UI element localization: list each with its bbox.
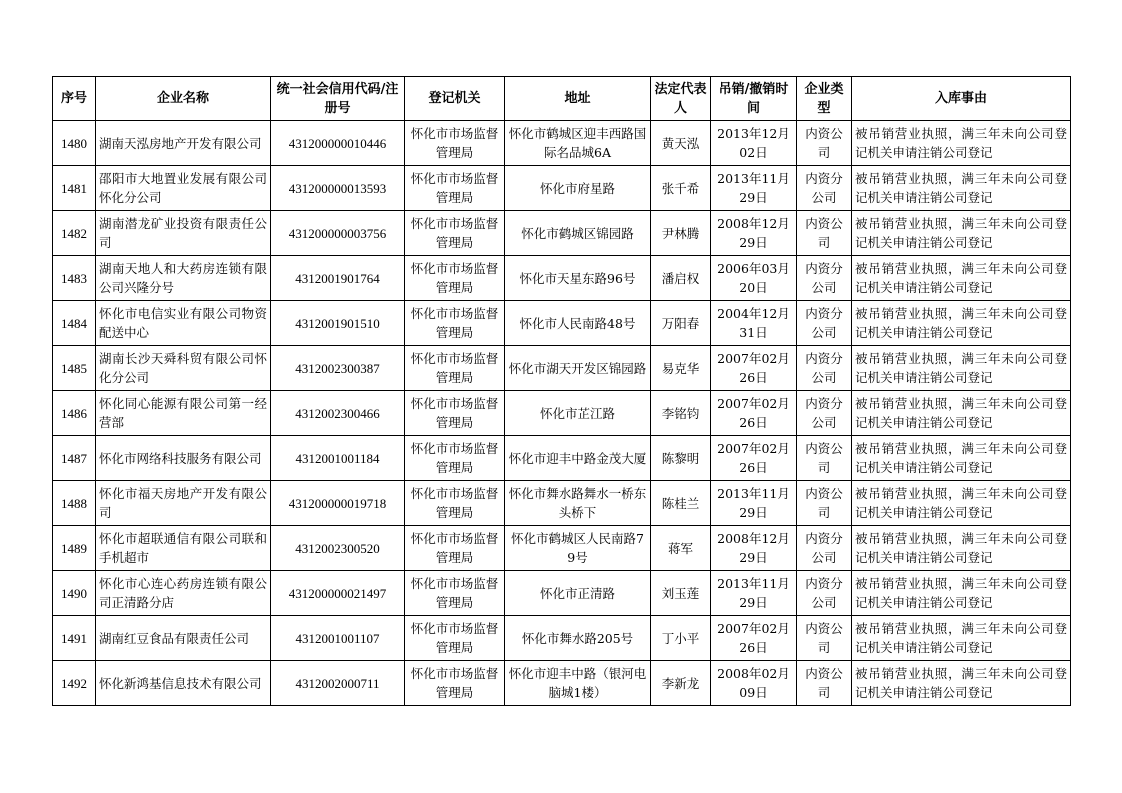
cell-address: 怀化市府星路 [505,166,651,211]
cell-credit-code: 431200000021497 [271,571,405,616]
cell-registration-authority: 怀化市市场监督管理局 [405,256,505,301]
table-row [53,121,1071,166]
cell-revoke-time: 2006年03月20日 [711,256,797,301]
cell-legal-representative: 丁小平 [651,616,711,661]
cell-reason: 被吊销营业执照，满三年未向公司登记机关申请注销公司登记 [852,391,1071,436]
cell-revoke-time: 2013年11月29日 [711,166,797,211]
table-row [53,391,1071,436]
cell-credit-code: 431200000010446 [271,121,405,166]
cell-enterprise-name: 怀化市超联通信有限公司联和手机超市 [96,526,271,571]
cell-reason: 被吊销营业执照，满三年未向公司登记机关申请注销公司登记 [852,121,1071,166]
cell-enterprise-type: 内资公司 [797,616,852,661]
cell-registration-authority: 怀化市市场监督管理局 [405,526,505,571]
cell-legal-representative: 尹林腾 [651,211,711,256]
cell-registration-authority: 怀化市市场监督管理局 [405,301,505,346]
cell-enterprise-type: 内资公司 [797,121,852,166]
table-row [53,346,1071,391]
cell-revoke-time: 2007年02月26日 [711,391,797,436]
cell-credit-code: 4312002000711 [271,661,405,706]
table-row [53,571,1071,616]
cell-credit-code: 4312001001107 [271,616,405,661]
header-reason: 入库事由 [852,77,1071,121]
cell-address: 怀化市天星东路96号 [505,256,651,301]
cell-seq: 1487 [53,436,96,481]
cell-enterprise-type: 内资公司 [797,661,852,706]
cell-enterprise-name: 怀化同心能源有限公司第一经营部 [96,391,271,436]
table-row [53,256,1071,301]
cell-credit-code: 4312001001184 [271,436,405,481]
revoked-enterprise-table [52,76,1071,706]
cell-enterprise-name: 湖南天地人和大药房连锁有限公司兴隆分号 [96,256,271,301]
header-seq: 序号 [53,77,96,121]
cell-revoke-time: 2013年12月02日 [711,121,797,166]
cell-seq: 1481 [53,166,96,211]
cell-reason: 被吊销营业执照，满三年未向公司登记机关申请注销公司登记 [852,616,1071,661]
table-row [53,616,1071,661]
cell-enterprise-name: 怀化市福天房地产开发有限公司 [96,481,271,526]
cell-address: 怀化市迎丰中路金茂大厦 [505,436,651,481]
cell-credit-code: 4312001901510 [271,301,405,346]
cell-reason: 被吊销营业执照，满三年未向公司登记机关申请注销公司登记 [852,661,1071,706]
cell-enterprise-name: 湖南红豆食品有限责任公司 [96,616,271,661]
cell-address: 怀化市正清路 [505,571,651,616]
table-row [53,166,1071,211]
cell-revoke-time: 2007年02月26日 [711,436,797,481]
cell-legal-representative: 黄天泓 [651,121,711,166]
cell-address: 怀化市鹤城区锦园路 [505,211,651,256]
cell-reason: 被吊销营业执照，满三年未向公司登记机关申请注销公司登记 [852,166,1071,211]
cell-reason: 被吊销营业执照，满三年未向公司登记机关申请注销公司登记 [852,571,1071,616]
cell-seq: 1489 [53,526,96,571]
cell-enterprise-type: 内资分公司 [797,526,852,571]
cell-registration-authority: 怀化市市场监督管理局 [405,121,505,166]
cell-revoke-time: 2008年12月29日 [711,211,797,256]
cell-reason: 被吊销营业执照，满三年未向公司登记机关申请注销公司登记 [852,481,1071,526]
cell-credit-code: 431200000003756 [271,211,405,256]
cell-revoke-time: 2004年12月31日 [711,301,797,346]
cell-seq: 1490 [53,571,96,616]
cell-seq: 1483 [53,256,96,301]
cell-registration-authority: 怀化市市场监督管理局 [405,616,505,661]
header-legal-rep: 法定代表人 [651,77,711,121]
table-body [53,121,1071,706]
cell-address: 怀化市鹤城区人民南路79号 [505,526,651,571]
cell-revoke-time: 2013年11月29日 [711,481,797,526]
cell-enterprise-name: 怀化市电信实业有限公司物资配送中心 [96,301,271,346]
cell-reason: 被吊销营业执照，满三年未向公司登记机关申请注销公司登记 [852,256,1071,301]
table-row [53,481,1071,526]
cell-seq: 1488 [53,481,96,526]
cell-revoke-time: 2007年02月26日 [711,346,797,391]
cell-address: 怀化市舞水路舞水一桥东头桥下 [505,481,651,526]
cell-enterprise-type: 内资分公司 [797,571,852,616]
table-row [53,661,1071,706]
cell-address: 怀化市湖天开发区锦园路 [505,346,651,391]
cell-legal-representative: 潘启权 [651,256,711,301]
header-address: 地址 [505,77,651,121]
cell-registration-authority: 怀化市市场监督管理局 [405,661,505,706]
cell-enterprise-type: 内资分公司 [797,301,852,346]
cell-reason: 被吊销营业执照，满三年未向公司登记机关申请注销公司登记 [852,211,1071,256]
cell-reason: 被吊销营业执照，满三年未向公司登记机关申请注销公司登记 [852,526,1071,571]
cell-revoke-time: 2008年02月09日 [711,661,797,706]
cell-address: 怀化市芷江路 [505,391,651,436]
cell-registration-authority: 怀化市市场监督管理局 [405,571,505,616]
cell-credit-code: 4312001901764 [271,256,405,301]
cell-enterprise-type: 内资分公司 [797,256,852,301]
cell-enterprise-name: 怀化市网络科技服务有限公司 [96,436,271,481]
cell-enterprise-type: 内资公司 [797,436,852,481]
cell-seq: 1492 [53,661,96,706]
cell-reason: 被吊销营业执照，满三年未向公司登记机关申请注销公司登记 [852,346,1071,391]
cell-enterprise-type: 内资公司 [797,211,852,256]
table-row [53,526,1071,571]
cell-enterprise-type: 内资分公司 [797,166,852,211]
cell-seq: 1480 [53,121,96,166]
cell-credit-code: 431200000013593 [271,166,405,211]
cell-legal-representative: 蒋军 [651,526,711,571]
header-revoke-time: 吊销/撤销时间 [711,77,797,121]
cell-enterprise-type: 内资分公司 [797,346,852,391]
cell-registration-authority: 怀化市市场监督管理局 [405,481,505,526]
cell-seq: 1486 [53,391,96,436]
cell-reason: 被吊销营业执照，满三年未向公司登记机关申请注销公司登记 [852,436,1071,481]
cell-enterprise-name: 湖南长沙天舜科贸有限公司怀化分公司 [96,346,271,391]
cell-seq: 1491 [53,616,96,661]
header-type: 企业类型 [797,77,852,121]
table-header-row [53,77,1071,121]
header-name: 企业名称 [96,77,271,121]
cell-enterprise-name: 怀化新鸿基信息技术有限公司 [96,661,271,706]
cell-registration-authority: 怀化市市场监督管理局 [405,211,505,256]
cell-seq: 1482 [53,211,96,256]
cell-address: 怀化市鹤城区迎丰西路国际名品城6A [505,121,651,166]
cell-enterprise-name: 湖南天泓房地产开发有限公司 [96,121,271,166]
cell-legal-representative: 陈黎明 [651,436,711,481]
cell-seq: 1484 [53,301,96,346]
cell-reason: 被吊销营业执照，满三年未向公司登记机关申请注销公司登记 [852,301,1071,346]
table-row [53,436,1071,481]
cell-enterprise-name: 邵阳市大地置业发展有限公司怀化分公司 [96,166,271,211]
cell-revoke-time: 2007年02月26日 [711,616,797,661]
cell-enterprise-type: 内资分公司 [797,391,852,436]
cell-revoke-time: 2013年11月29日 [711,571,797,616]
cell-credit-code: 4312002300466 [271,391,405,436]
cell-enterprise-name: 湖南潜龙矿业投资有限责任公司 [96,211,271,256]
cell-address: 怀化市舞水路205号 [505,616,651,661]
table-row [53,211,1071,256]
cell-legal-representative: 李铭钧 [651,391,711,436]
cell-registration-authority: 怀化市市场监督管理局 [405,436,505,481]
header-code: 统一社会信用代码/注册号 [271,77,405,121]
cell-revoke-time: 2008年12月29日 [711,526,797,571]
cell-registration-authority: 怀化市市场监督管理局 [405,391,505,436]
header-authority: 登记机关 [405,77,505,121]
cell-seq: 1485 [53,346,96,391]
cell-address: 怀化市人民南路48号 [505,301,651,346]
cell-legal-representative: 李新龙 [651,661,711,706]
cell-legal-representative: 刘玉莲 [651,571,711,616]
cell-credit-code: 4312002300387 [271,346,405,391]
cell-address: 怀化市迎丰中路（银河电脑城1楼） [505,661,651,706]
cell-credit-code: 431200000019718 [271,481,405,526]
cell-legal-representative: 万阳春 [651,301,711,346]
cell-legal-representative: 易克华 [651,346,711,391]
cell-enterprise-type: 内资公司 [797,481,852,526]
cell-registration-authority: 怀化市市场监督管理局 [405,346,505,391]
cell-registration-authority: 怀化市市场监督管理局 [405,166,505,211]
cell-legal-representative: 张千希 [651,166,711,211]
table-row [53,301,1071,346]
cell-enterprise-name: 怀化市心连心药房连锁有限公司正清路分店 [96,571,271,616]
cell-credit-code: 4312002300520 [271,526,405,571]
cell-legal-representative: 陈桂兰 [651,481,711,526]
